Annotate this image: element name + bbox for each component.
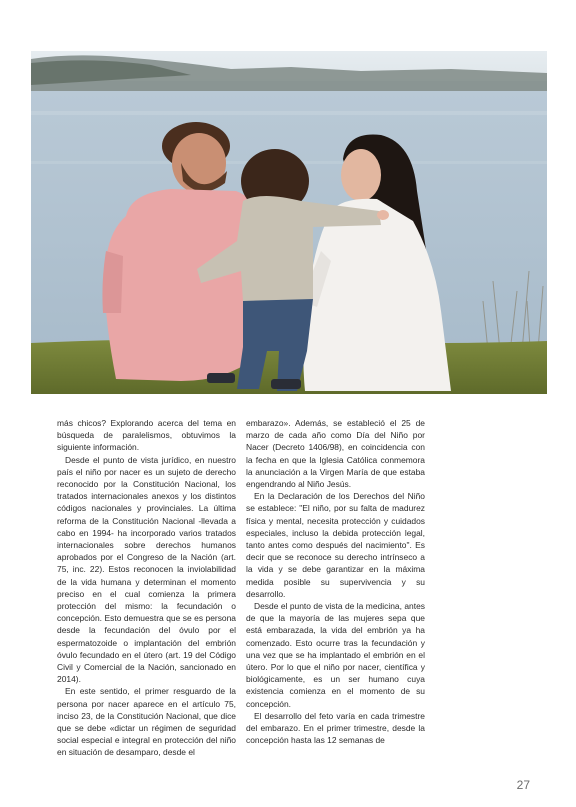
text-column-left [57, 417, 236, 759]
paragraph: El desarrollo del feto varía en cada trimestre del embarazo. En el primer trimestre, desde la concepción hasta las 12 semanas de [246, 710, 425, 746]
paragraph: embarazo». Además, se estableció el 25 de marzo de cada año como Día del Niño por Nacer (Decreto 1406/98), en coincidencia con la fecha en que la Iglesia Católica conmemora la anunciación a la Virgen María de que estaba engendrando al Niño Jesús. [246, 418, 425, 490]
page-number: 27 [516, 778, 530, 792]
paragraph: más chicos? Explorando acerca del tema en búsqueda de paralelismos, obtuvimos la siguiente información. [57, 418, 236, 453]
paragraph: En este sentido, el primer resguardo de la persona por nacer aparece en el artículo 75, inciso 23, de la Constitución Nacional, que dice que se debe «dictar un régimen de seguridad social especial e integral en protección del niño en situación de desamparo, desde el [57, 686, 236, 758]
text-column-right [246, 417, 425, 746]
paragraph: En la Declaración de los Derechos del Niño se establece: "El niño, por su falta de madurez física y mental, necesita protección y cuidados especiales, incluso la debida protección legal, tanto antes como después del nacimiento". Es decir que se reconoce su derecho intrínseco a la vida y se debe garantizar en la máxima medida posible su supervivencia y su desarrollo. [246, 491, 425, 599]
paragraph: Desde el punto de vista de la medicina, antes de que la mayoría de las mujeres sepa que está embarazada, la vida del embrión ya ha comenzado. Esto ocurre tras la fecundación y una vez que se ha implantado el embrión en el útero. Por lo que el niño por nacer, científica y biológicamente, es un ser humano cuya existencia comienza en el momento de su concepción. [246, 601, 425, 709]
family-by-lake-photo [31, 51, 547, 394]
paragraph: Desde el punto de vista jurídico, en nuestro país el niño por nacer es un sujeto de derecho reconocido por la Constitución Nacional, los tratados internacionales anexos y los distintos códigos nacionales y provinciales. La última reforma de la Constitución Nacional -llevada a cabo en 1994- ha incorporado varios tratados internacionales sobre derechos humanos aprobados por el Congreso de la Nación (art. 75, inc. 22). Estos reconocen la inviolabilidad de la vida humana y determinan el momento preciso en el cual comienza la primera protección del mismo: la fecundación o concepción. Esto demuestra que se es persona desde la fecundación del óvulo por el espermatozoide o implantación del embrión óvulo fecundado en el útero (art. 19 del Código Civil y Comercial de la Nación, sancionado en 2014). [57, 454, 236, 685]
